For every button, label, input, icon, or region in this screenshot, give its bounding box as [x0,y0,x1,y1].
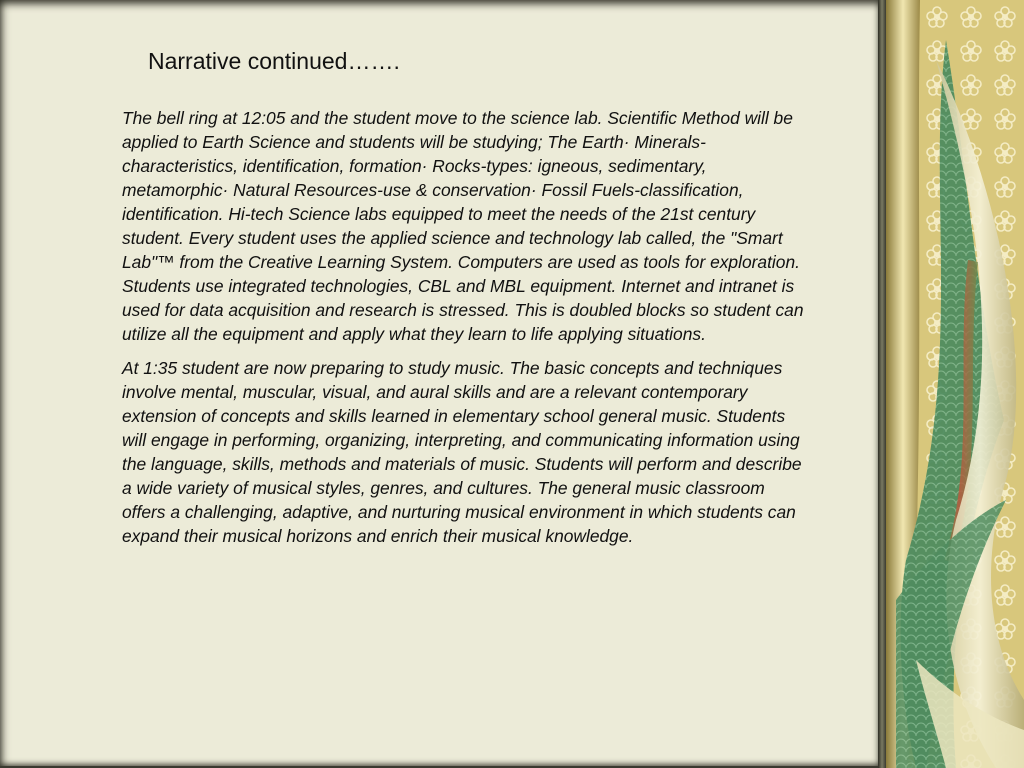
paragraph-science: The bell ring at 12:05 and the student move to the science lab. Scientific Method will be applied to Earth Science and students will be studying; The Earth· Minerals-characteristics, identification, formation· Rocks-types: igneous, sedimentary, metamorphic· Natural Resources-use & conservation· Fossil Fuels-classification, identification. Hi-tech Science labs equipped to meet the needs of the 21st century student. Every student uses the applied science and technology lab called, the "Smart Lab"™ from the Creative Learning System. Computers are used as tools for exploration. Students use integrated technologies, CBL and MBL equipment. Internet and intranet is used for data acquisition and research is stressed. This is doubled blocks so student can utilize all the equipment and apply what they learn to life applying situations. [122,108,804,344]
slide-title: Narrative continued……. [148,48,400,74]
panel-frame-border [878,0,886,768]
paragraph-music: At 1:35 student are now preparing to study music. The basic concepts and techniques involve mental, muscular, visual, and aural skills and are a relevant contemporary extension of concepts and skills learned in elementary school general music. Students will engage in performing, organizing, interpreting, and communicating information using the language, skills, methods and materials of music. Students will perform and describe a wide variety of musical styles, genres, and cultures. The general music classroom offers a challenging, adaptive, and nurturing musical environment in which students can expand their musical horizons and enrich their musical knowledge. [122,358,802,546]
slide-body [122,106,812,558]
decorative-floral-border [886,0,1024,768]
